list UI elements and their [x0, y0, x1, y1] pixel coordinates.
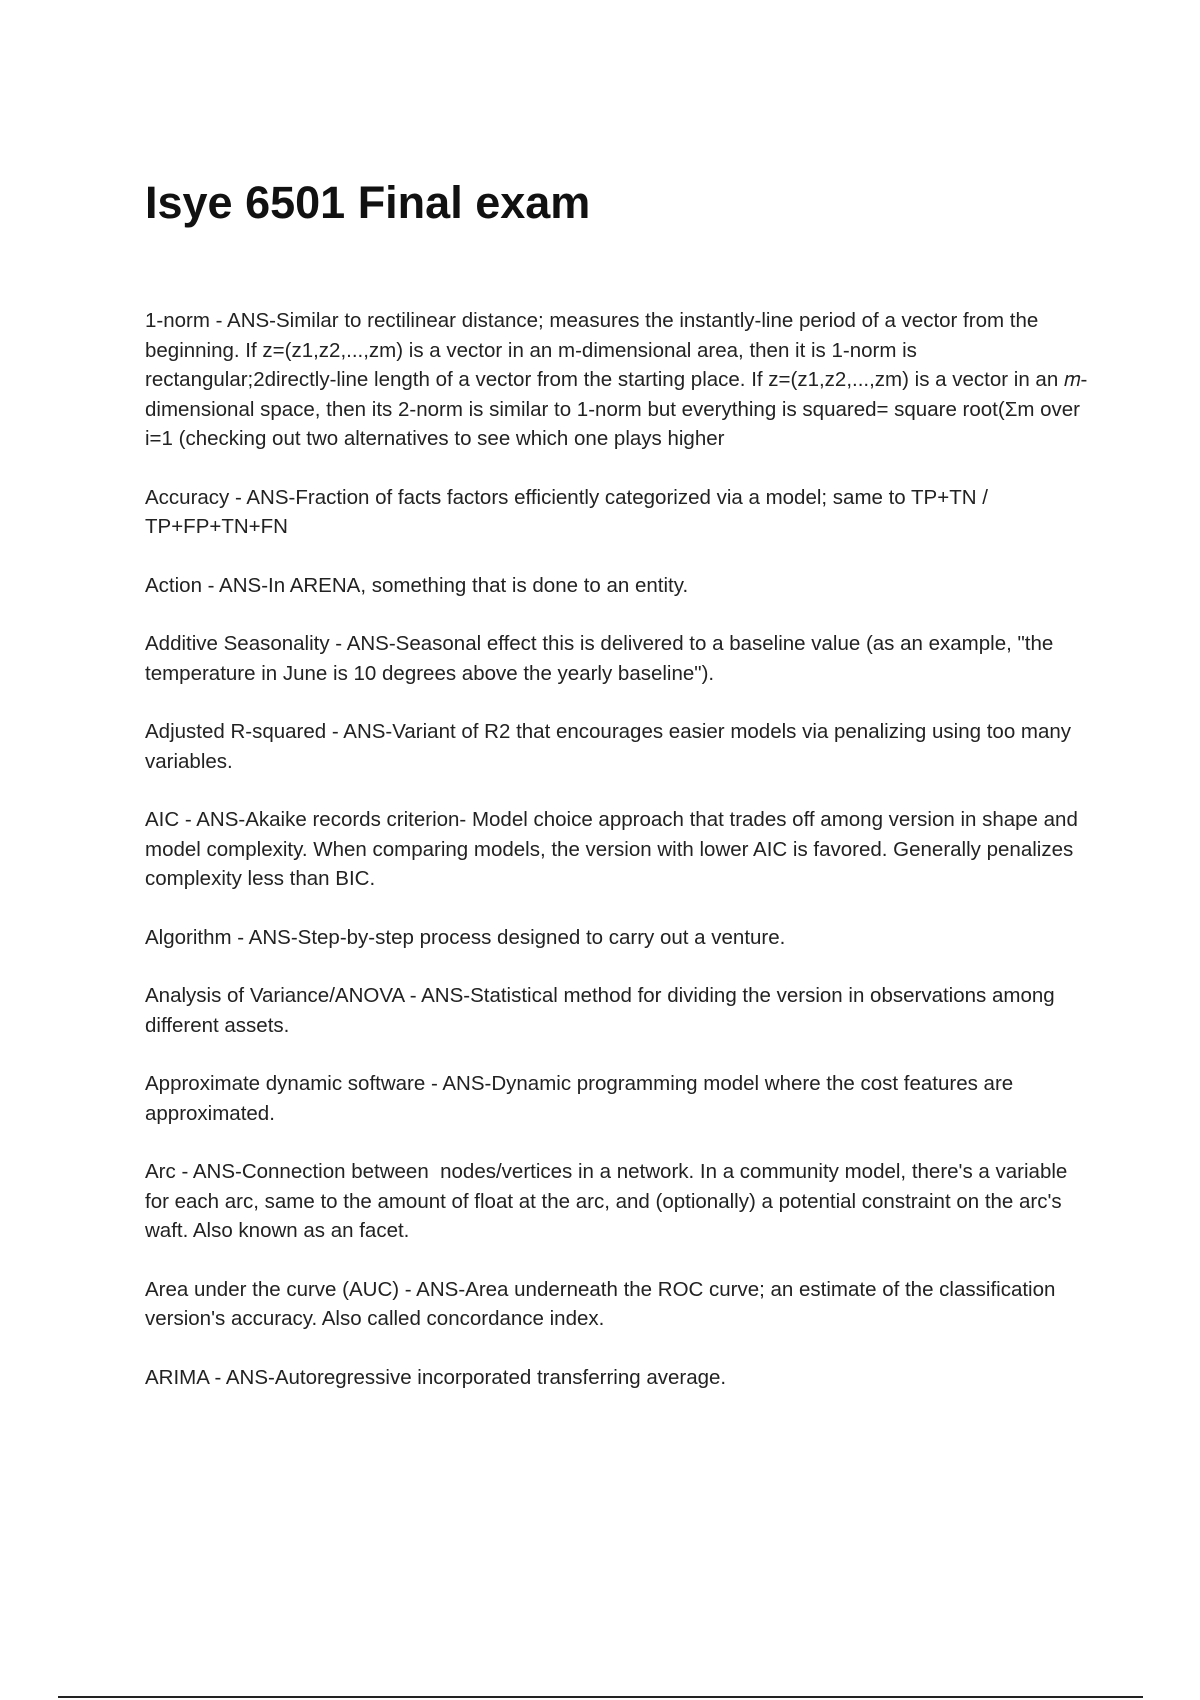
glossary-entry: AIC - ANS-Akaike records criterion- Model choice approach that trades off among version in shape and model complexity. When comparing models, the version with lower AIC is favored. Generally penalizes complexity less than BIC. [145, 808, 1084, 890]
glossary-entry: Arc - ANS-Connection between nodes/vertices in a network. In a community model, there's a variable for each arc, same to the amount of float at the arc, and (optionally) a potential constraint on the arc's waft. Also known as an facet. [145, 1160, 1074, 1242]
glossary-entry: Additive Seasonality - ANS-Seasonal effect this is delivered to a baseline value (as an example, "the temperature in June is 10 degrees above the yearly baseline"). [145, 632, 1059, 685]
glossary-list [145, 306, 1095, 1421]
glossary-entry: Area under the curve (AUC) - ANS-Area underneath the ROC curve; an estimate of the classification version's accuracy. Also called concordance index. [145, 1277, 1062, 1330]
glossary-entry: Analysis of Variance/ANOVA - ANS-Statistical method for dividing the version in observations among different assets. [145, 984, 1061, 1037]
document-title: Isye 6501 Final exam [145, 177, 591, 228]
glossary-entry: 1-norm - ANS-Similar to rectilinear distance; measures the instantly-line period of a vector from the beginning. If z=(z1,z2,...,zm) is a vector in an m-dimensional area, then it is 1-norm is rectangular;2directly-line length of a vector from the starting place. If z=(z1,z2,...,zm) is a vector in an 𝑚-dimensional space, then its 2-norm is similar to 1-norm but everything is squared= square root(Σm over i=1 (checking out two alternatives to see which one plays higher [145, 309, 1088, 450]
footer-divider [58, 1696, 1143, 1698]
glossary-entry: Algorithm - ANS-Step-by-step process designed to carry out a venture. [145, 925, 786, 949]
glossary-entry: Action - ANS-In ARENA, something that is done to an entity. [145, 573, 689, 597]
glossary-entry: Approximate dynamic software - ANS-Dynamic programming model where the cost features are approximated. [145, 1072, 1019, 1125]
glossary-entry: ARIMA - ANS-Autoregressive incorporated transferring average. [145, 1365, 727, 1389]
glossary-entry: Adjusted R-squared - ANS-Variant of R2 that encourages easier models via penalizing using too many variables. [145, 720, 1077, 773]
glossary-entry: Accuracy - ANS-Fraction of facts factors efficiently categorized via a model; same to TP+TN / TP+FP+TN+FN [145, 485, 994, 538]
